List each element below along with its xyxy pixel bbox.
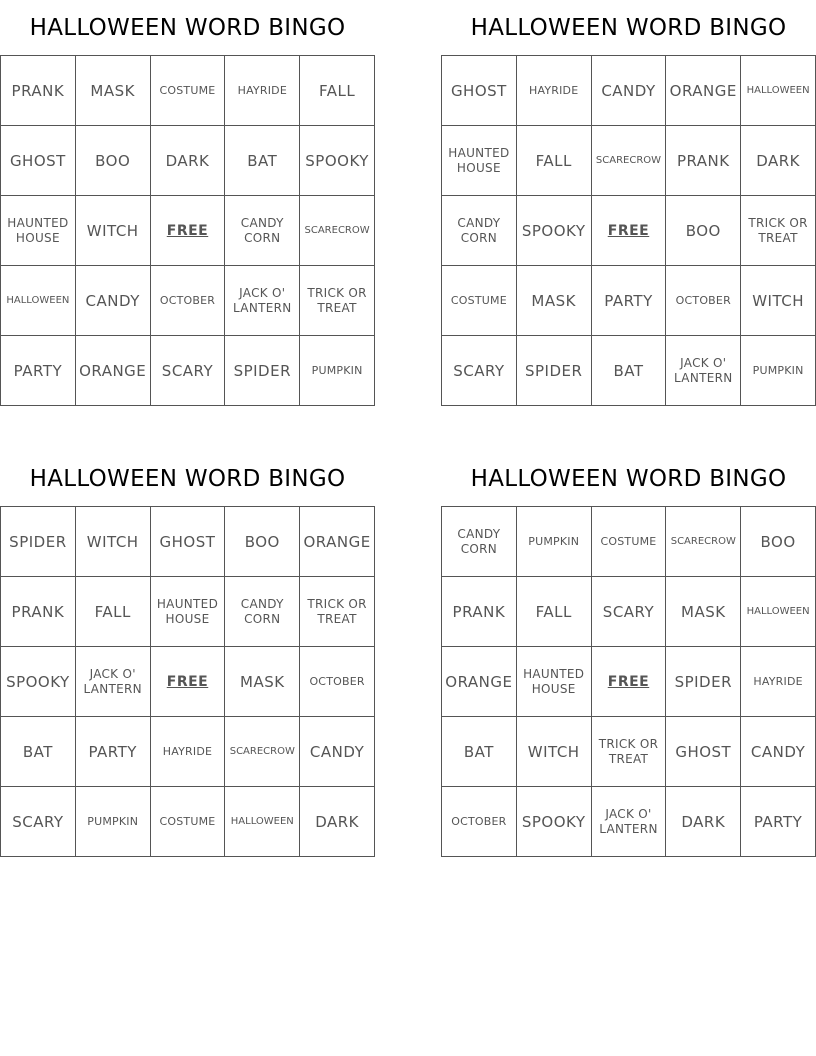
- bingo-cell: CANDY CORN: [225, 196, 300, 266]
- bingo-cell: PUMPKIN: [517, 507, 592, 577]
- bingo-cell: HAYRIDE: [517, 56, 592, 126]
- bingo-cell: CANDY: [76, 266, 151, 336]
- bingo-cell: HAUNTED HOUSE: [517, 647, 592, 717]
- bingo-cell: WITCH: [741, 266, 816, 336]
- bingo-cell: PARTY: [592, 266, 667, 336]
- card-title: HALLOWEEN WORD BINGO: [29, 15, 346, 41]
- bingo-cell: CANDY CORN: [442, 196, 517, 266]
- bingo-cell: JACK O' LANTERN: [592, 787, 667, 857]
- bingo-cell: SCARECROW: [225, 717, 300, 787]
- bingo-cell: BAT: [592, 336, 667, 406]
- bingo-cell: SPIDER: [517, 336, 592, 406]
- bingo-card-3: [0, 451, 375, 857]
- bingo-cell: SPOOKY: [517, 787, 592, 857]
- bingo-cell: PARTY: [741, 787, 816, 857]
- bingo-cell: BAT: [225, 126, 300, 196]
- bingo-cell: PRANK: [442, 577, 517, 647]
- bingo-cell: ORANGE: [76, 336, 151, 406]
- bingo-cell: WITCH: [76, 507, 151, 577]
- bingo-cell: HAUNTED HOUSE: [151, 577, 226, 647]
- bingo-cell: SCARY: [151, 336, 226, 406]
- free-space-cell: FREE: [592, 647, 667, 717]
- bingo-cell: MASK: [225, 647, 300, 717]
- bingo-cell: SCARECROW: [592, 126, 667, 196]
- bingo-cell: SPIDER: [666, 647, 741, 717]
- bingo-cell: ORANGE: [666, 56, 741, 126]
- bingo-cell: SPIDER: [1, 507, 76, 577]
- bingo-cell: JACK O' LANTERN: [225, 266, 300, 336]
- bingo-cell: GHOST: [1, 126, 76, 196]
- bingo-cell: OCTOBER: [300, 647, 375, 717]
- bingo-cell: TRICK OR TREAT: [300, 266, 375, 336]
- bingo-cell: SCARECROW: [300, 196, 375, 266]
- bingo-cell: HAUNTED HOUSE: [442, 126, 517, 196]
- bingo-cell: BOO: [225, 507, 300, 577]
- bingo-cell: MASK: [76, 56, 151, 126]
- free-space-cell: FREE: [151, 196, 226, 266]
- bingo-cell: GHOST: [666, 717, 741, 787]
- bingo-cell: OCTOBER: [442, 787, 517, 857]
- bingo-grid: [0, 506, 375, 857]
- bingo-cell: WITCH: [517, 717, 592, 787]
- bingo-cell: FALL: [517, 577, 592, 647]
- free-space-cell: FREE: [151, 647, 226, 717]
- bingo-cell: COSTUME: [442, 266, 517, 336]
- bingo-cell: SCARY: [592, 577, 667, 647]
- bingo-cell: MASK: [517, 266, 592, 336]
- bingo-cell: PRANK: [1, 577, 76, 647]
- bingo-cell: HAYRIDE: [225, 56, 300, 126]
- bingo-cell: HALLOWEEN: [741, 577, 816, 647]
- bingo-cell: PUMPKIN: [300, 336, 375, 406]
- bingo-cell: PARTY: [1, 336, 76, 406]
- bingo-cell: BOO: [666, 196, 741, 266]
- bingo-cell: CANDY: [300, 717, 375, 787]
- bingo-cell: SCARY: [442, 336, 517, 406]
- bingo-cell: PUMPKIN: [76, 787, 151, 857]
- bingo-cell: HALLOWEEN: [1, 266, 76, 336]
- bingo-cell: TRICK OR TREAT: [741, 196, 816, 266]
- bingo-cell: CANDY CORN: [225, 577, 300, 647]
- bingo-cell: OCTOBER: [151, 266, 226, 336]
- bingo-cell: CANDY CORN: [442, 507, 517, 577]
- bingo-cell: SPOOKY: [517, 196, 592, 266]
- bingo-cell: CANDY: [592, 56, 667, 126]
- bingo-cell: SPIDER: [225, 336, 300, 406]
- bingo-cell: DARK: [666, 787, 741, 857]
- bingo-cell: JACK O' LANTERN: [666, 336, 741, 406]
- bingo-cell: OCTOBER: [666, 266, 741, 336]
- bingo-cell: BOO: [741, 507, 816, 577]
- bingo-cell: HAYRIDE: [151, 717, 226, 787]
- bingo-cell: JACK O' LANTERN: [76, 647, 151, 717]
- bingo-cell: WITCH: [76, 196, 151, 266]
- bingo-cell: HALLOWEEN: [741, 56, 816, 126]
- bingo-grid: [0, 55, 375, 406]
- bingo-card-2: [441, 0, 816, 406]
- bingo-cell: HAYRIDE: [741, 647, 816, 717]
- bingo-cell: TRICK OR TREAT: [592, 717, 667, 787]
- bingo-cell: FALL: [300, 56, 375, 126]
- bingo-cell: FALL: [517, 126, 592, 196]
- bingo-cell: FALL: [76, 577, 151, 647]
- bingo-cell: DARK: [300, 787, 375, 857]
- bingo-card-1: [0, 0, 375, 406]
- card-title: HALLOWEEN WORD BINGO: [470, 466, 787, 492]
- bingo-cell: DARK: [741, 126, 816, 196]
- bingo-cell: ORANGE: [442, 647, 517, 717]
- card-title: HALLOWEEN WORD BINGO: [470, 15, 787, 41]
- bingo-cell: TRICK OR TREAT: [300, 577, 375, 647]
- bingo-cell: PRANK: [1, 56, 76, 126]
- bingo-cell: SPOOKY: [1, 647, 76, 717]
- bingo-card-4: [441, 451, 816, 857]
- bingo-grid: [441, 55, 816, 406]
- bingo-cell: COSTUME: [151, 787, 226, 857]
- bingo-cell: PUMPKIN: [741, 336, 816, 406]
- bingo-cell: SPOOKY: [300, 126, 375, 196]
- bingo-cell: HALLOWEEN: [225, 787, 300, 857]
- bingo-cell: GHOST: [151, 507, 226, 577]
- bingo-cell: SCARY: [1, 787, 76, 857]
- bingo-cell: BAT: [1, 717, 76, 787]
- bingo-cell: CANDY: [741, 717, 816, 787]
- free-space-cell: FREE: [592, 196, 667, 266]
- bingo-cell: PRANK: [666, 126, 741, 196]
- bingo-cell: ORANGE: [300, 507, 375, 577]
- bingo-cell: PARTY: [76, 717, 151, 787]
- bingo-cell: HAUNTED HOUSE: [1, 196, 76, 266]
- card-title: HALLOWEEN WORD BINGO: [29, 466, 346, 492]
- bingo-cell: DARK: [151, 126, 226, 196]
- bingo-cell: BAT: [442, 717, 517, 787]
- bingo-cell: MASK: [666, 577, 741, 647]
- bingo-cell: COSTUME: [151, 56, 226, 126]
- bingo-cell: SCARECROW: [666, 507, 741, 577]
- bingo-cell: COSTUME: [592, 507, 667, 577]
- bingo-cell: GHOST: [442, 56, 517, 126]
- bingo-grid: [441, 506, 816, 857]
- bingo-cell: BOO: [76, 126, 151, 196]
